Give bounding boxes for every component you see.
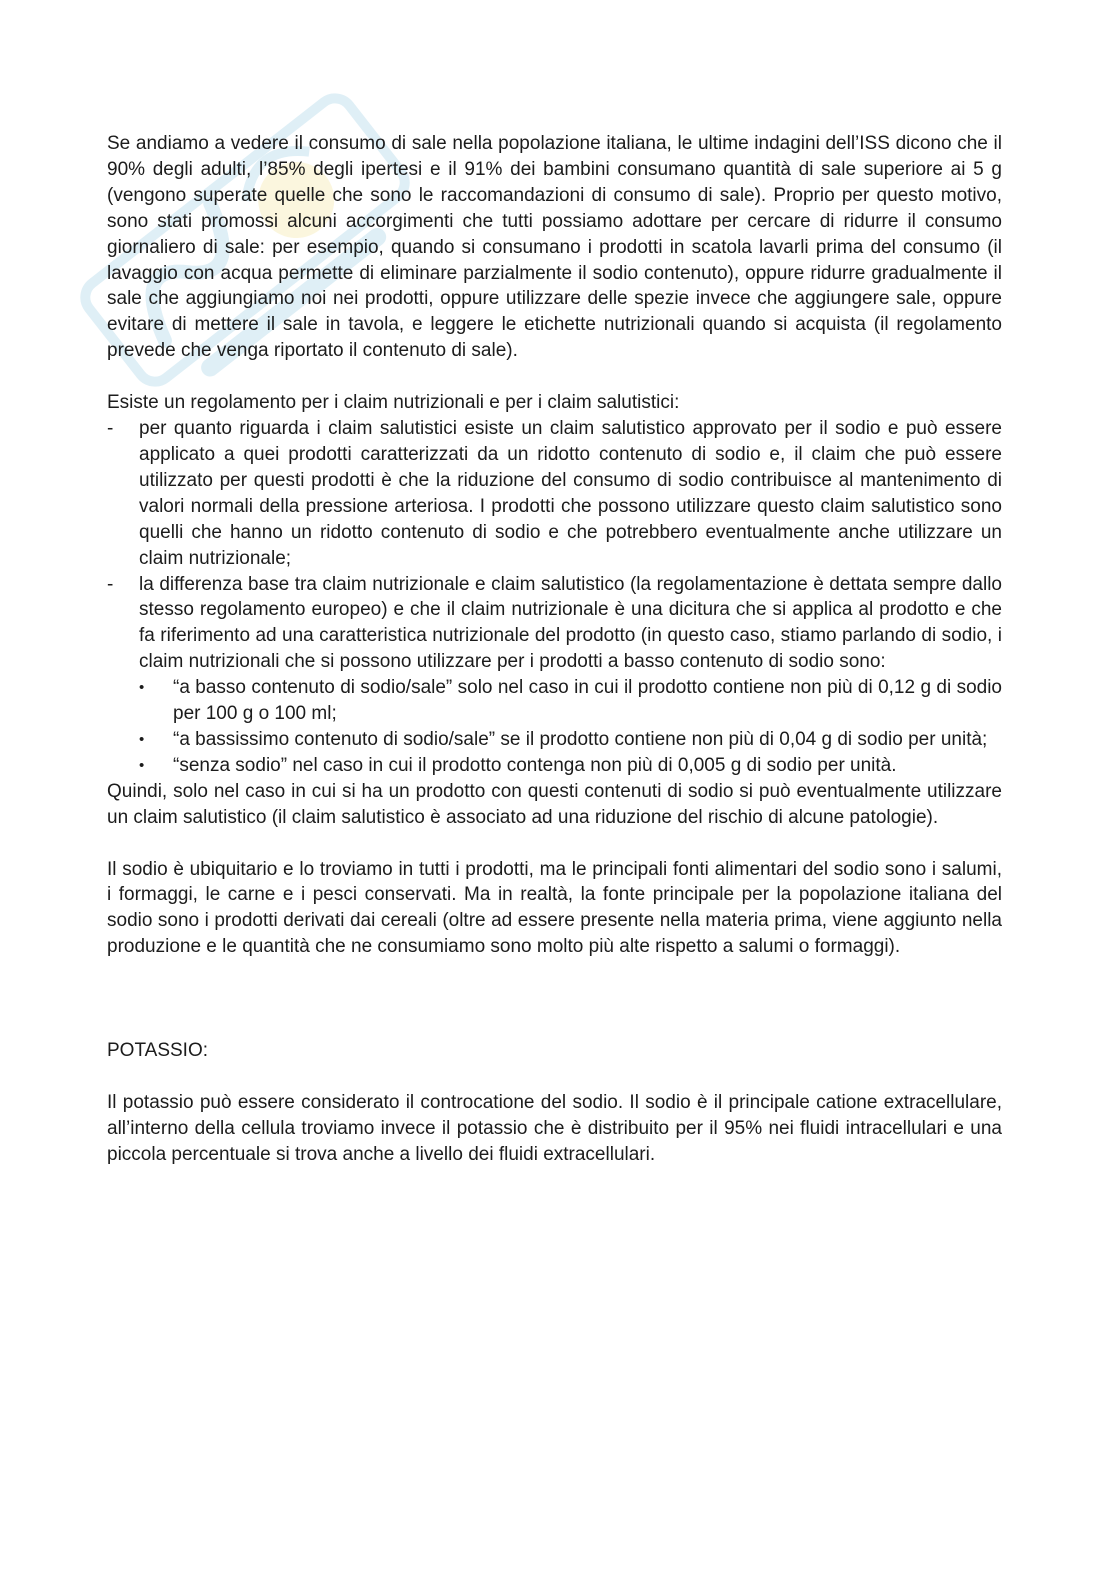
bullet-item: • “a basso contenuto di sodio/sale” solo nel caso in cui il prodotto contiene non più di 0,12 g di sodio per 100 g o 100 ml; (139, 675, 1002, 727)
paragraph-health-claim: Quindi, solo nel caso in cui si ha un prodotto con questi contenuti di sodio si può eventualmente utilizzare un claim salutistico (il claim salutistico è associato ad una riduzione del rischio di alcune patologie). (107, 780, 1002, 828)
section-heading-potassio: POTASSIO: (107, 1040, 209, 1062)
paragraph-potassium: Il potassio può essere considerato il controcatione del sodio. Il sodio è il principale catione extracellulare, all’interno della cellula troviamo invece il potassio che è distribuito per il 95% nei fluidi intracellulari e una piccola percentuale si trova anche a livello dei fluidi extracellulari. (107, 1092, 1002, 1165)
claims-dash-list (107, 416, 1002, 779)
document-page (107, 131, 1002, 1168)
list-item (107, 572, 1002, 779)
bullet-item: • “senza sodio” nel caso in cui il prodotto contenga non più di 0,005 g di sodio per unità. (139, 753, 1002, 779)
bullet-item: • “a bassissimo contenuto di sodio/sale” se il prodotto contiene non più di 0,04 g di sodio per unità; (139, 727, 1002, 753)
paragraph-salt-consumption: Se andiamo a vedere il consumo di sale nella popolazione italiana, le ultime indagini dell’ISS dicono che il 90% degli adulti, l’85% degli ipertesi e il 91% dei bambini consumano quantità di sale superiore ai 5 g (vengono superate quelle che sono le raccomandazioni di consumo di sale). Proprio per questo motivo, sono stati promossi alcuni accorgimenti che tutti possiamo adottare per cercare di ridurre il consumo giornaliero di sale: per esempio, quando si consumano i prodotti in scatola lavarli prima del consumo (il lavaggio con acqua permette di eliminare parzialmente il sodio contenuto), oppure ridurre gradualmente il sale che aggiungiamo noi nei prodotti, oppure utilizzare delle spezie invece che aggiungere sale, oppure evitare di mettere il sale in tavola, e leggere le etichette nutrizionali quando si acquista (il regolamento prevede che venga riportato il contenuto di sale). (107, 133, 1002, 362)
list-item: - per quanto riguarda i claim salutistici esiste un claim salutistico approvato per il sodio e può essere applicato a quei prodotti caratterizzati da un ridotto contenuto di sodio e, il claim che può essere utilizzato per questi prodotti è che la riduzione del consumo di sodio contribuisce al mantenimento di valori normali della pressione arteriosa. I prodotti che possono utilizzare questo claim salutistico sono quelli che hanno un ridotto contenuto di sodio e che potrebbero eventualmente anche utilizzare un claim nutrizionale; (107, 416, 1002, 571)
paragraph-claims-intro: Esiste un regolamento per i claim nutrizionali e per i claim salutistici: (107, 392, 680, 414)
nutritional-claims-bullet-list (139, 675, 1002, 779)
list-item-text: la differenza base tra claim nutrizionale e claim salutistico (la regolamentazione è dettata sempre dallo stesso regolamento europeo) e che il claim nutrizionale è una dicitura che si applica al prodotto e che fa riferimento ad una caratteristica nutrizionale del prodotto (in questo caso, stiamo parlando di sodio, i claim nutrizionali che si possono utilizzare per i prodotti a basso contenuto di sodio sono: (139, 573, 1002, 673)
paragraph-sodium-sources: Il sodio è ubiquitario e lo troviamo in tutti i prodotti, ma le principali fonti alimentari del sodio sono i salumi, i formaggi, le carne e i pesci conservati. Ma in realtà, la fonte principale per la popolazione italiana del sodio sono i prodotti derivati dai cereali (oltre ad essere presente nella materia prima, viene aggiunto nella produzione e le quantità che ne consumiamo sono molto più alte rispetto a salumi o formaggi). (107, 858, 1002, 958)
